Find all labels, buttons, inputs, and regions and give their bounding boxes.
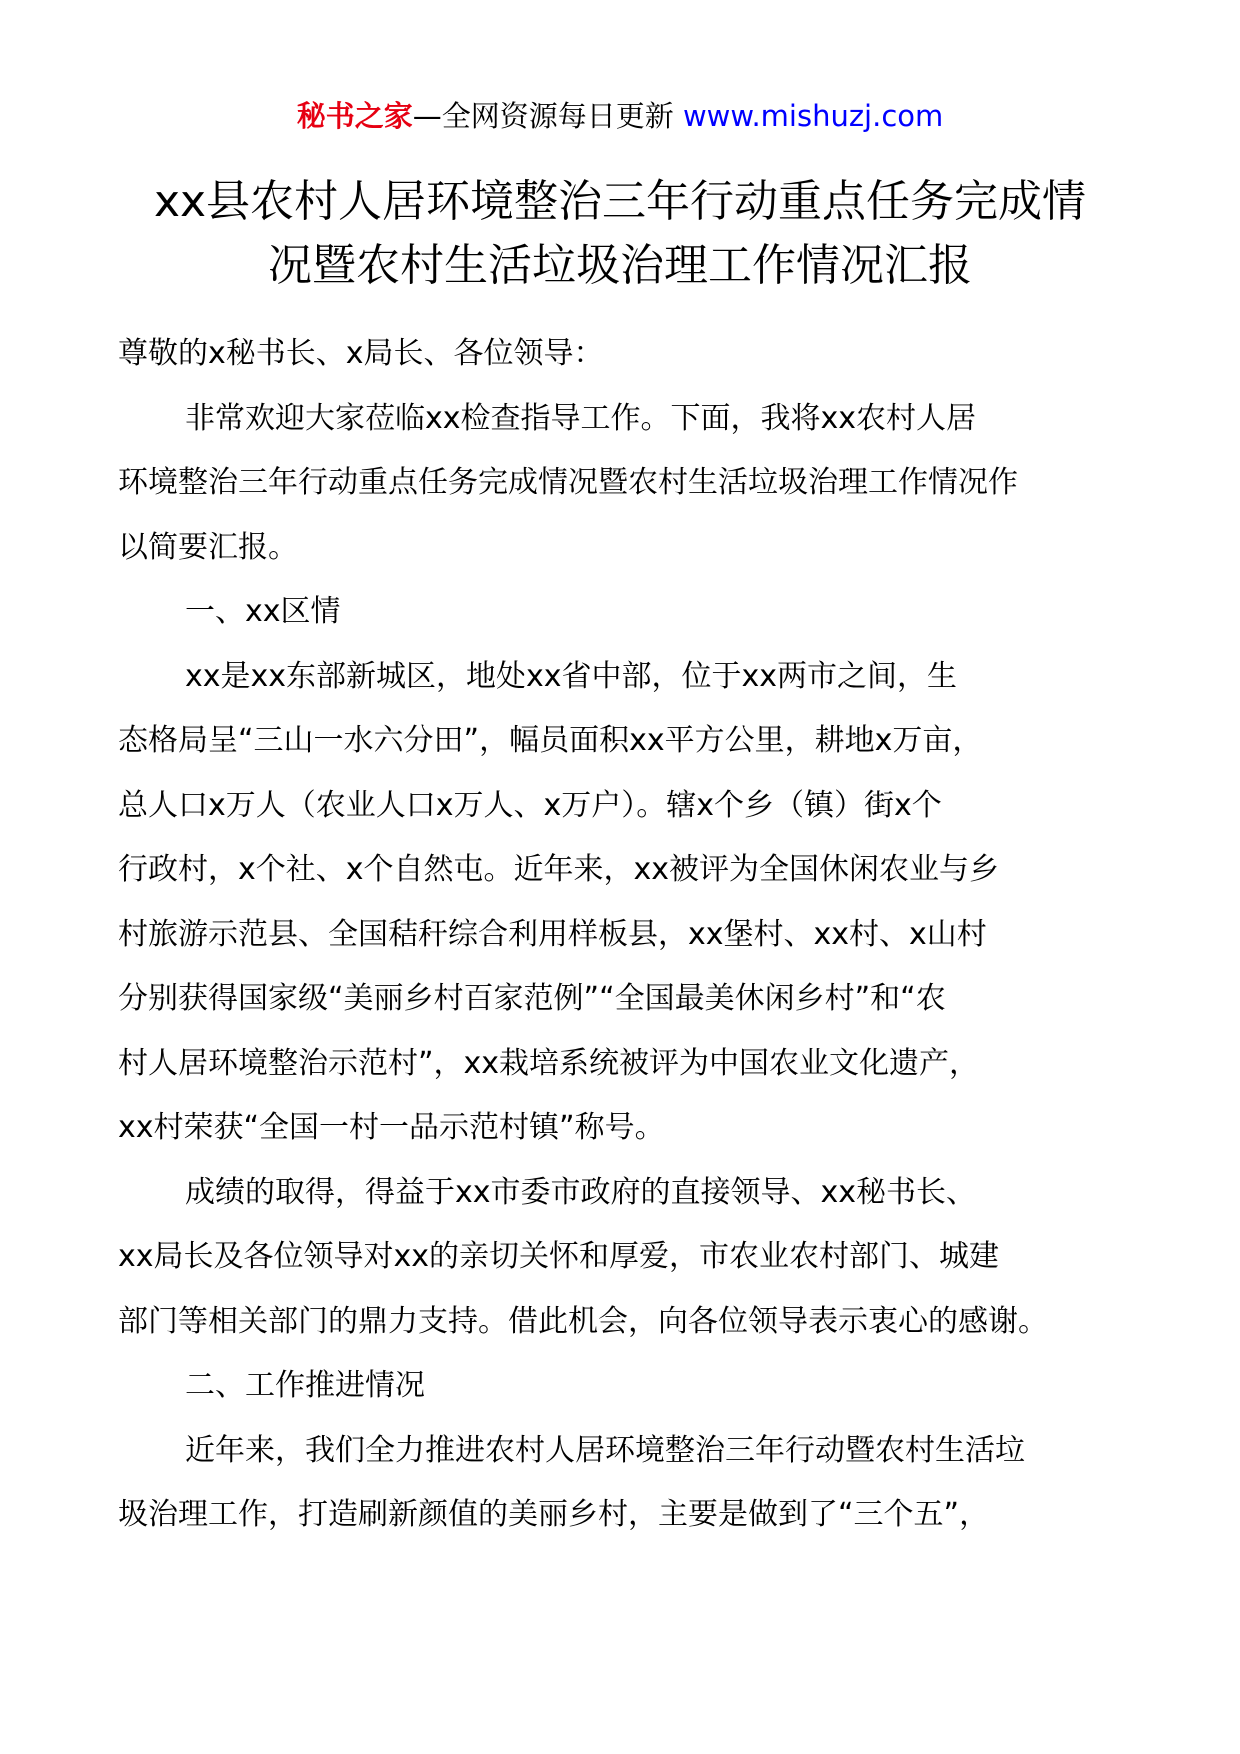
paragraph-line: xx局长及各位领导对xx的亲切关怀和厚爱，市农业农村部门、城建 — [118, 1239, 1000, 1274]
section-heading: 二、工作推进情况 — [185, 1368, 425, 1403]
site-header — [0, 96, 1240, 136]
paragraph-line: 非常欢迎大家莅临xx检查指导工作。下面，我将xx农村人居 — [185, 400, 977, 436]
paragraph-line: 成绩的取得，得益于xx市委市政府的直接领导、xx秘书长、 — [185, 1174, 977, 1210]
paragraph-line: 以简要汇报。 — [118, 529, 298, 565]
document-body — [118, 322, 1128, 1548]
paragraph-line: 总人口x万人（农业人口x万人、x万户）。辖x个乡（镇）街x个 — [118, 787, 942, 823]
document-title — [60, 170, 1180, 298]
title-line: xx县农村人居环境整治三年行动重点任务完成情 — [153, 176, 1087, 227]
paragraph-line: 态格局呈“三山一水六分田”，幅员面积xx平方公里，耕地x万亩， — [118, 723, 983, 758]
paragraph-line: 村旅游示范县、全国秸秆综合利用样板县，xx堡村、xx村、x山村 — [118, 916, 987, 952]
paragraph-line: xx村荣获“全国一村一品示范村镇”称号。 — [118, 1110, 665, 1145]
title-line: 况暨农村生活垃圾治理工作情况汇报 — [268, 240, 972, 291]
paragraph-line: 环境整治三年行动重点任务完成情况暨农村生活垃圾治理工作情况作 — [118, 465, 1018, 500]
paragraph-line: 部门等相关部门的鼎力支持。借此机会，向各位领导表示衷心的感谢。 — [118, 1303, 1048, 1339]
section-heading: 一、xx区情 — [185, 594, 341, 629]
brand-name: 秘书之家 — [296, 99, 413, 133]
header-slogan: —全网资源每日更新 — [412, 99, 674, 133]
paragraph-line: 行政村，x个社、x个自然屯。近年来，xx被评为全国休闲农业与乡 — [118, 852, 1000, 887]
paragraph-line: 近年来，我们全力推进农村人居环境整治三年行动暨农村生活垃 — [185, 1432, 1025, 1468]
paragraph-line: 村人居环境整治示范村”，xx栽培系统被评为中国农业文化遗产， — [118, 1045, 980, 1081]
paragraph-line: 分别获得国家级“美丽乡村百家范例”“全国最美休闲乡村”和“农 — [118, 981, 946, 1016]
site-url-link[interactable]: www.mishuzj.com — [682, 99, 944, 133]
paragraph-line: xx是xx东部新城区，地处xx省中部，位于xx两市之间，生 — [185, 658, 958, 694]
salutation: 尊敬的x秘书长、x局长、各位领导： — [118, 336, 604, 371]
paragraph-line: 圾治理工作，打造刷新颜值的美丽乡村，主要是做到了“三个五”， — [118, 1497, 990, 1532]
